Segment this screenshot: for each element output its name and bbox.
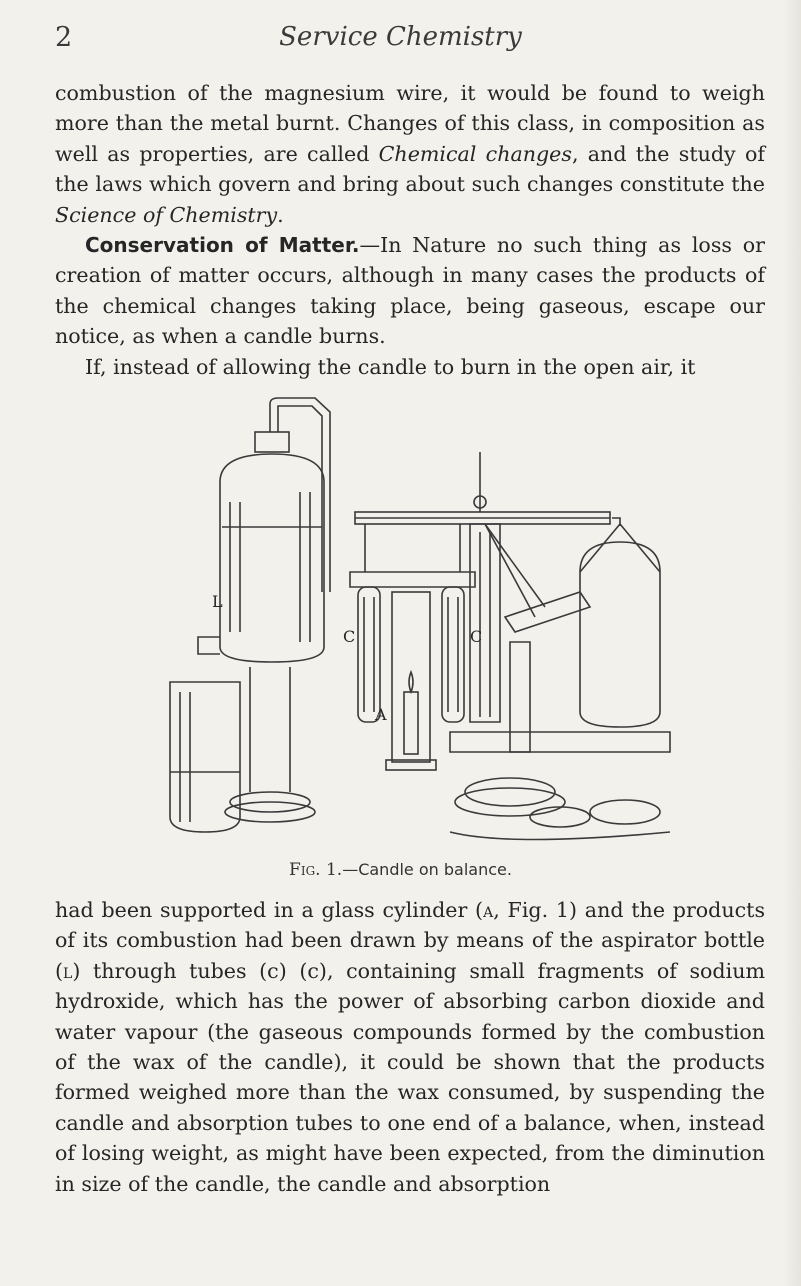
apparatus-illustration [150,392,690,857]
page-edge-shadow [783,0,801,1286]
label-c-left: C [343,627,356,646]
balance-base [450,732,670,752]
paragraph-combustion [55,78,765,230]
text-run: —In Nature no such thing as loss or creation of matter occurs, although in many cases the products of the chemical changes taking place, being gaseous, escape our notice, as when a candle burns. [55,233,765,349]
top-text-block [55,78,765,382]
figure-ref-a: a [483,898,494,922]
balance-pillar [470,524,500,722]
text-run: , and the study of the laws which govern and bring about such changes constitute the [55,141,765,197]
label-c-right: C [470,627,483,646]
label-a: A [375,705,387,724]
glass-cylinder [392,592,430,762]
paragraph-apparatus-description [55,895,765,1199]
text-run: , Fig. 1) and the products of its combustion had been drawn by means of the aspirator bottle ( [55,898,766,983]
caption-text: —Candle on balance. [342,860,512,879]
bottom-text-block [55,895,765,1199]
aspirator-tap [198,637,220,654]
caption-label: Fig. 1. [289,860,343,880]
absorption-tube-right [442,587,464,722]
text-run: had been supported in a glass cylinder ( [55,898,484,922]
figure-ref-l: l [63,958,73,983]
candle [404,692,418,754]
aspirator-stopper [255,432,289,452]
term-chemical-changes: Chemical changes [378,141,572,166]
figure-candle-on-balance [150,392,690,857]
weight-box [590,800,660,824]
term-science-of-chemistry: Science of Chemistry [55,202,278,227]
text-run: ) through tubes (c) (c), containing small fragments of sodium hydroxide, which has the power of absorbing carbon dioxide and water vapour (the gaseous compounds formed by the combustion of the wax of the candle), it could be shown that the products formed weighed more than the wax consumed, by suspending the candle and absorption tubes to one end of a balance, when, instead of losing weight, as might have been expected, from the diminution in size of the candle, the candle and absorption [55,958,765,1196]
running-head [0,22,801,62]
counterweight-vessel [580,542,660,727]
figure-caption [0,860,801,880]
text-run: combustion of the magnesium wire, it would be found to weigh more than the metal burnt. Changes of this class, in composition as well as properties, are called [55,81,765,166]
running-title: Service Chemistry [279,22,522,52]
paragraph-candle-open-air [55,352,765,382]
section-heading-conservation: Conservation of Matter. [85,233,360,258]
text-run: If, instead of allowing the candle to burn in the open air, it [85,354,696,379]
candle-flame [409,672,413,692]
page-number: 2 [55,22,73,53]
paragraph-conservation [55,230,765,352]
absorption-tube-left [358,587,380,722]
aspirator-bottle [220,454,324,662]
label-l: L [212,592,223,611]
text-run: . [277,202,284,227]
